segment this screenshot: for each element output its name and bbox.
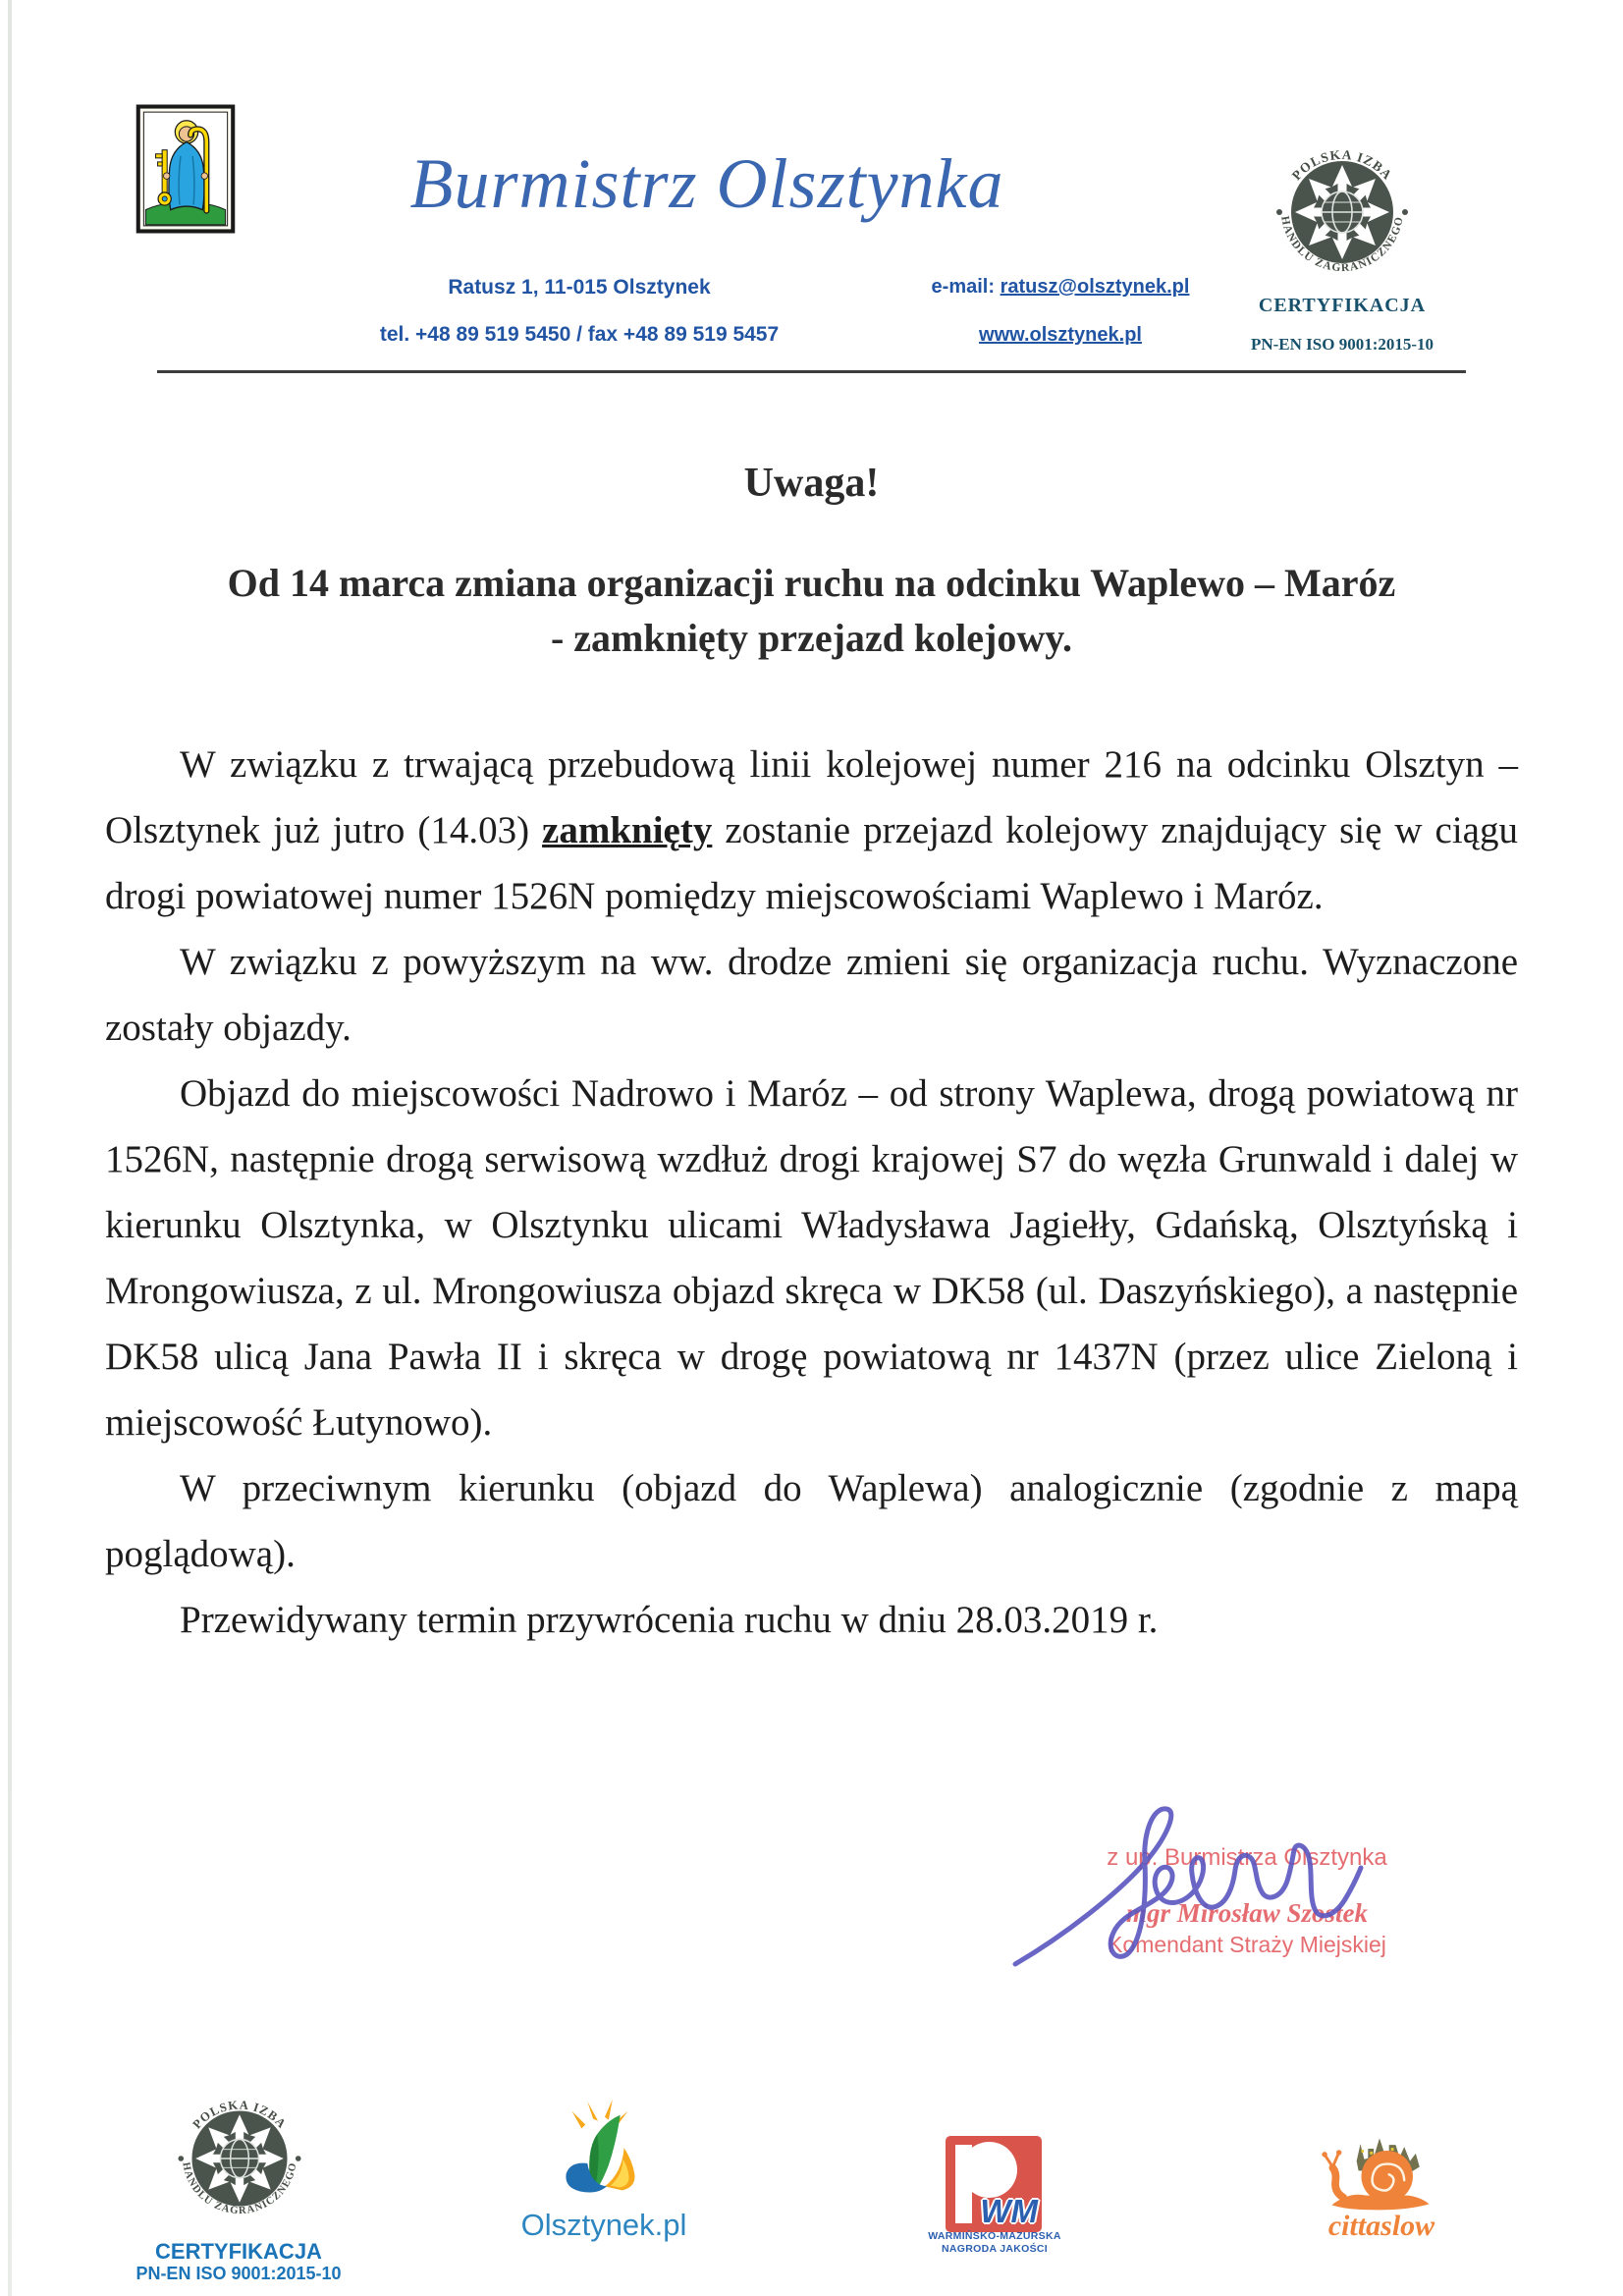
wm-letters: WM [980, 2193, 1038, 2229]
paragraph-5: Przewidywany termin przywrócenia ruchu w dniu 28.03.2019 r. [180, 1599, 1159, 1641]
footer-certification-title: CERTYFIKACJA [155, 2239, 322, 2264]
paragraph-1-end: zostanie przejazd kolejowy znajdujący się w ciągu drogi powiatowej numer 1526N pomiędzy miejscowościami Waplewo i Maróz. [105, 809, 1518, 917]
pihz-certification-emblem-top [1269, 138, 1416, 286]
wm-caption [911, 2230, 1078, 2256]
olsztynek-pl-label: Olsztynek.pl [520, 2208, 687, 2242]
letter-body [105, 732, 1518, 1653]
paragraph-4: W przeciwnym kierunku (objazd do Waplewa) analogicznie (zgodnie z mapą poglądową). [105, 1467, 1518, 1575]
paragraph-1 [105, 732, 1518, 929]
scan-edge-artifact [8, 0, 12, 2296]
stamp-signer-title: Komendant Straży Miejskiej [1108, 1932, 1386, 1957]
office-address: Ratusz 1, 11-015 Olsztynek [448, 276, 711, 299]
wm-caption-line2: NAGRODA JAKOŚCI [942, 2243, 1048, 2255]
olsztynek-pl-logo [543, 2096, 659, 2212]
notice-heading [105, 556, 1518, 666]
contact-address-block [363, 276, 795, 347]
olsztynek-coat-of-arms [135, 104, 236, 234]
footer-emblem-ring-bottom-text: HANDLU ZAGRANICZNEGO [180, 2160, 299, 2217]
paragraph-1-emphasis: zamknięty [542, 809, 713, 851]
paragraph-1-start: W związku z trwającą przebudową linii kolejowej numer 216 na odcinku Olsztyn – Olsztynek już jutro (14.03) [105, 743, 1518, 851]
cittaslow-label: cittaslow [1327, 2210, 1435, 2242]
certification-norm-top: PN-EN ISO 9001:2015-10 [1250, 335, 1434, 354]
notice-heading-line2: - zamknięty przejazd kolejowy. [550, 616, 1072, 660]
wm-quality-award-logo [946, 2136, 1042, 2232]
emblem-ring-top-text: POLSKA IZBA [1288, 146, 1396, 184]
wm-caption-line1: WARMIŃSKO-MAZURSKA [928, 2230, 1061, 2242]
header-divider [157, 370, 1466, 373]
stamp-authorization-line: z up. Burmistrza Olsztynka [1107, 1844, 1387, 1871]
footer-emblem-ring-top-text: POLSKA IZBA [189, 2098, 290, 2132]
stamp-signer-name: mgr Mirosław Szostek [1125, 1898, 1369, 1928]
emblem-ring-bottom-text: HANDLU ZAGRANICZNEGO [1278, 215, 1406, 275]
cittaslow-snail-logo [1306, 2117, 1451, 2217]
contact-online-block [884, 276, 1237, 347]
notice-heading-line1: Od 14 marca zmiana organizacji ruchu na odcinku Waplewo – Maróz [227, 561, 1396, 605]
email-link[interactable]: ratusz@olsztynek.pl [1000, 276, 1190, 298]
paragraph-3: Objazd do miejscowości Nadrowo i Maróz – od strony Waplewa, drogą powiatową nr 1526N, następnie drogą serwisową wzdłuż drogi krajowej S7 do węzła Grunwald i dalej w kierunku Olsztynka, w Olsztynku ulicami Władysława Jagiełły, Gdańską, Olsztyńską i Mrongowiusza, z ul. Mrongowiusza objazd skręca w DK58 (ul. Daszyńskiego), a następnie DK58 ulicą Jana Pawła II i skręca w drogę powiatową nr 1437N (przez ulice Zieloną i miejscowość Łutynowo). [105, 1072, 1518, 1444]
footer-certification-caption [116, 2240, 361, 2284]
email-label: e-mail: [931, 276, 1001, 298]
paragraph-2: W związku z powyższym na ww. drodze zmieni się organizacja ruchu. Wyznaczone zostały objazdy. [105, 941, 1518, 1049]
alert-heading: Uwaga! [743, 461, 880, 506]
certification-title-top: CERTYFIKACJA [1258, 295, 1427, 316]
page-title: Burmistrz Olsztynka [409, 144, 1004, 223]
website-link[interactable]: www.olsztynek.pl [979, 324, 1142, 346]
wm-letter-p-bowl [961, 2142, 1017, 2198]
pihz-certification-emblem-footer [171, 2090, 308, 2227]
footer-certification-norm: PN-EN ISO 9001:2015-10 [135, 2264, 342, 2283]
office-phone-fax: tel. +48 89 519 5450 / fax +48 89 519 5457 [379, 323, 780, 346]
handwritten-signature [1003, 1799, 1394, 1976]
